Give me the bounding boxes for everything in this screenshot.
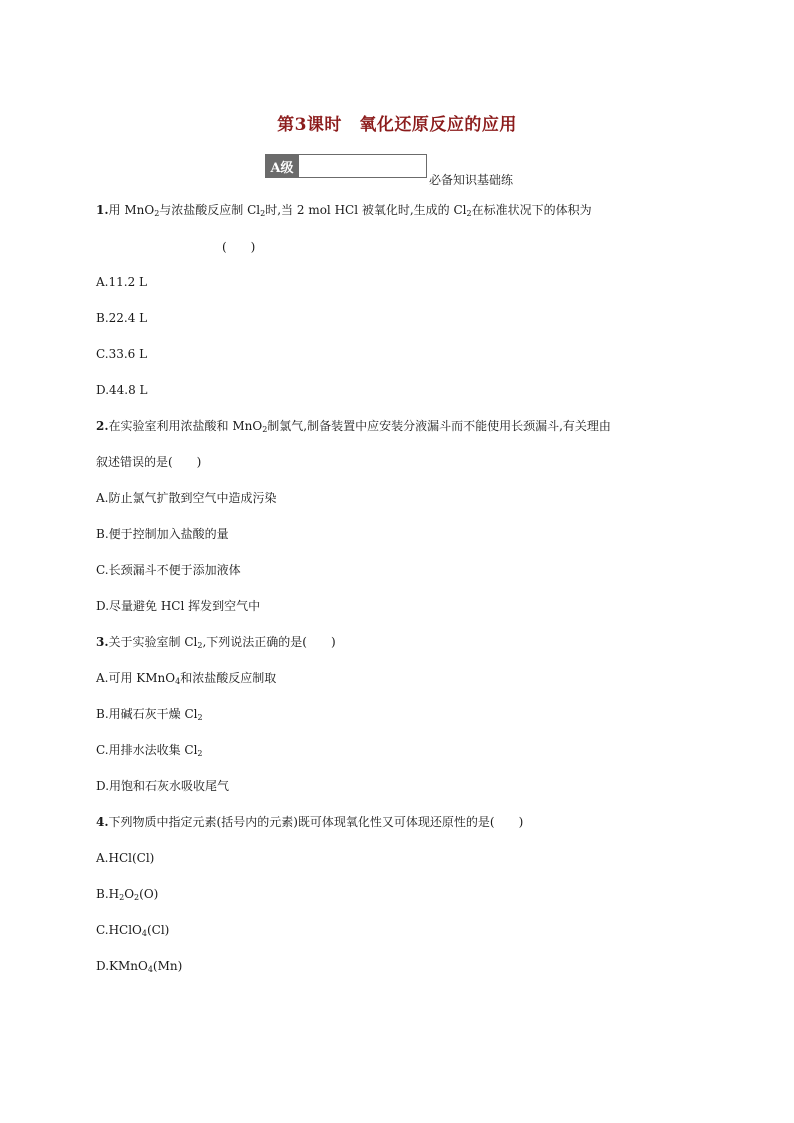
option-a: A.HCl(Cl)	[96, 851, 155, 865]
stem-text: 时,当 2 mol HCl 被氧化时,生成的 Cl	[265, 203, 467, 217]
stem-text: 下列物质中指定元素(括号内的元素)既可体现氧化性又可体现还原性的是( )	[108, 815, 524, 829]
option-b: B.便于控制加入盐酸的量	[96, 527, 229, 541]
option-c: C.长颈漏斗不便于添加液体	[96, 563, 241, 577]
subscript: 2	[154, 209, 160, 218]
subscript: 2	[466, 209, 472, 218]
stem-text: 用 MnO	[108, 203, 155, 217]
option-d: D.尽量避免 HCl 挥发到空气中	[96, 599, 261, 613]
subscript: 2	[262, 425, 268, 434]
option-c: C.HClO$_4$(Cl)	[96, 923, 170, 938]
stem-text: 与浓盐酸反应制 Cl	[159, 203, 261, 217]
option-b: B.用碱石灰干燥 $Cl_2$	[96, 707, 203, 722]
level-header	[265, 152, 514, 187]
question-number: 1.	[96, 203, 109, 217]
stem-text: 关于实验室制 Cl	[108, 635, 198, 649]
stem-text: 在实验室利用浓盐酸和 MnO	[108, 419, 263, 433]
option-d: D.44.8 L	[96, 383, 148, 397]
question-number: 2.	[96, 419, 109, 433]
level-badge: A级	[265, 154, 299, 178]
option-c: C.33.6 L	[96, 347, 148, 361]
page-title: 第3课时 氧化还原反应的应用	[277, 115, 517, 135]
stem-text: 制氯气,制备装置中应安装分液漏斗而不能使用长颈漏斗,有关理由	[267, 419, 611, 433]
question-2-stem-line2: 叙述错误的是( )	[96, 455, 202, 469]
question-2-stem	[96, 418, 611, 438]
subscript: 2	[197, 641, 203, 650]
question-number: 4.	[96, 815, 109, 829]
option-b: B.22.4 L	[96, 311, 148, 325]
option-c: C.用排水法收集 $Cl_2$	[96, 743, 203, 758]
question-1-stem	[96, 202, 592, 222]
answer-paren: ( )	[222, 240, 256, 254]
option-d: D.用饱和石灰水吸收尾气	[96, 779, 230, 793]
option-a: A.防止氯气扩散到空气中造成污染	[96, 491, 277, 505]
level-label: 必备知识基础练	[429, 173, 514, 187]
question-number: 3.	[96, 635, 109, 649]
stem-text: ,下列说法正确的是( )	[202, 635, 336, 649]
option-a: A.11.2 L	[96, 275, 147, 289]
level-box	[299, 154, 427, 178]
option-b: $B.H_2O_2(O)$	[96, 887, 159, 902]
option-d: D.KMnO$_4$(Mn)	[96, 959, 183, 974]
subscript: 2	[260, 209, 266, 218]
question-4-stem	[96, 814, 523, 830]
question-3-stem	[96, 634, 336, 654]
option-a: A.可用 KMnO$_4$和浓盐酸反应制取	[96, 671, 277, 686]
stem-text: 在标准状况下的体积为	[471, 203, 592, 217]
